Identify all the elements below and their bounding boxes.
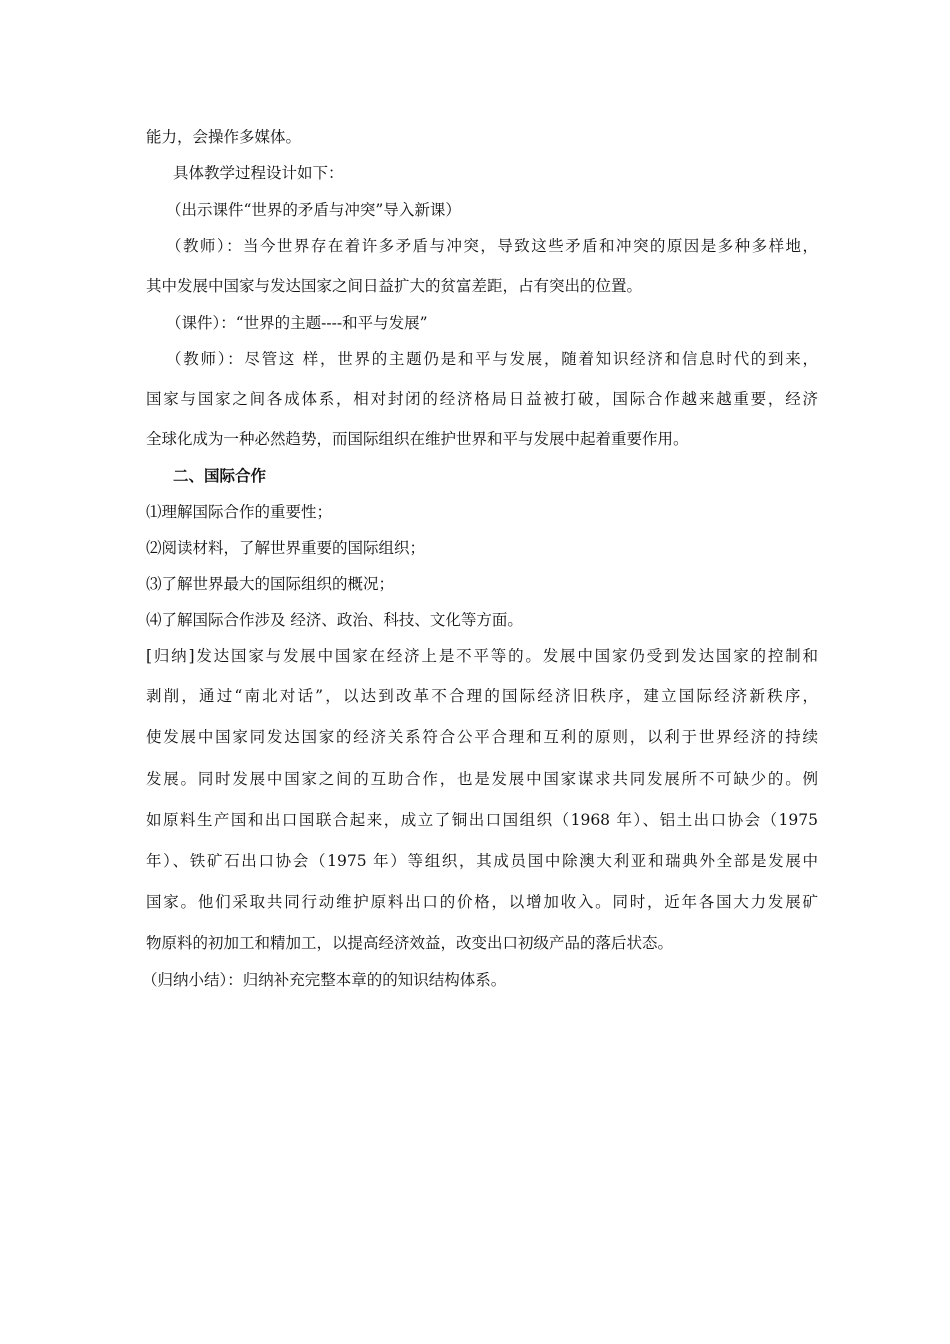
- text-line: （课件）：“世界的主题----和平与发展”: [166, 314, 428, 332]
- text-line: （出示课件“世界的矛盾与冲突”导入新课）: [166, 201, 461, 219]
- section-heading: 二、国际合作: [173, 466, 267, 485]
- text-line: [归纳]发达国家与发展中国家在经济上是不平等的。发展中国家仍受到发达国家的控制和: [146, 647, 818, 665]
- list-item: ⑴理解国际合作的重要性；: [146, 503, 333, 521]
- text-line: （归纳小结）：归纳补充完整本章的的知识结构体系。: [142, 971, 507, 989]
- text-line: 年）、铁矿石出口协会（1975 年）等组织，其成员国中除澳大利亚和瑞典外全部是发展中: [146, 852, 818, 870]
- text-line: 国家与国家之间各成体系，相对封闭的经济格局日益被打破，国际合作越来越重要，经济: [146, 390, 818, 408]
- list-item: ⑶了解世界最大的国际组织的概况；: [146, 575, 395, 593]
- list-item: ⑷了解国际合作涉及 经济、政治、科技、文化等方面。: [146, 611, 523, 629]
- text-line: （教师）：尽管这 样，世界的主题仍是和平与发展，随着知识经济和信息时代的到来，: [166, 350, 818, 368]
- list-item: ⑵阅读材料，了解世界重要的国际组织；: [146, 539, 426, 557]
- text-line: 国家。他们采取共同行动维护原料出口的价格，以增加收入。同时，近年各国大力发展矿: [146, 893, 818, 911]
- text-line: 剥削，通过“南北对话”，以达到改革不合理的国际经济旧秩序，建立国际经济新秩序，: [146, 687, 818, 705]
- text-line: 发展。同时发展中国家之间的互助合作，也是发展中国家谋求共同发展所不可缺少的。例: [146, 770, 818, 788]
- text-line: 能力，会操作多媒体。: [146, 128, 302, 146]
- text-line: 其中发展中国家与发达国家之间日益扩大的贫富差距，占有突出的位置。: [146, 277, 643, 295]
- text-line: （教师）：当今世界存在着许多矛盾与冲突，导致这些矛盾和冲突的原因是多种多样地，: [166, 237, 818, 255]
- text-line: 全球化成为一种必然趋势，而国际组织在维护世界和平与发展中起着重要作用。: [146, 430, 689, 448]
- text-line: 如原料生产国和出口国联合起来，成立了铜出口国组织（1968 年）、铝土出口协会（1975: [146, 811, 818, 829]
- text-line: 具体教学过程设计如下：: [173, 164, 344, 182]
- text-line: 使发展中国家同发达国家的经济关系符合公平合理和互利的原则，以利于世界经济的持续: [146, 728, 818, 746]
- text-line: 物原料的初加工和精加工，以提高经济效益，改变出口初级产品的落后状态。: [146, 934, 674, 952]
